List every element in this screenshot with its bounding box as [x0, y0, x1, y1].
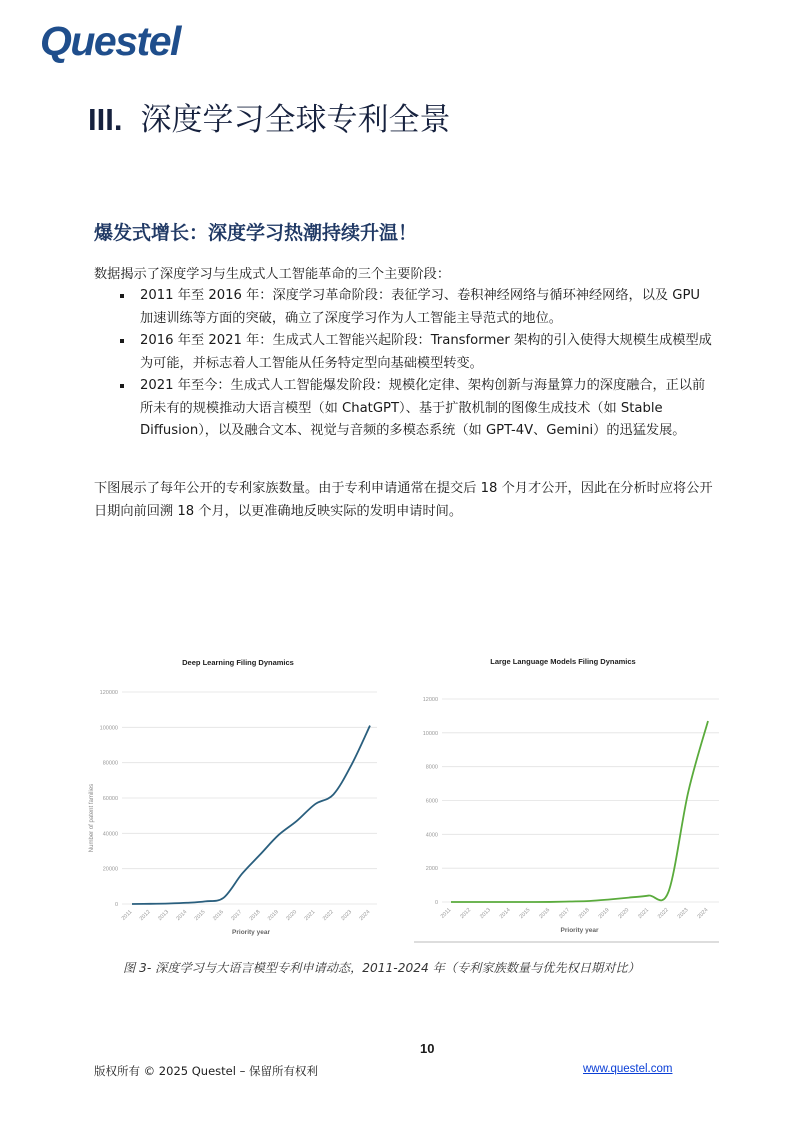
y-tick-label: 12000 [422, 697, 438, 703]
section-title-text: 深度学习全球专利全景 [140, 102, 451, 138]
subtitle: 爆发式增长：深度学习热潮持续升温！ [94, 222, 418, 244]
description-paragraph: 下图展示了每年公开的专利家族数量。由于专利申请通常在提交后 18 个月才公开，因此在分析时应将公开日期向前回溯 18 个月，以更准确地反映实际的发明申请时间。 [94, 481, 713, 519]
x-tick-label: 2018 [248, 909, 262, 923]
x-tick-label: 2016 [538, 907, 552, 921]
x-tick-label: 2013 [479, 907, 492, 921]
x-tick-label: 2012 [138, 909, 152, 923]
x-tick-label: 2019 [266, 909, 280, 923]
section-number: III. [88, 102, 123, 137]
y-tick-label: 40000 [102, 831, 118, 838]
x-tick-label: 2017 [230, 909, 244, 923]
figure-caption: 图 3- 深度学习与大语言模型专利申请动态，2011-2024 年（专利家族数量与优先权日期对比） [123, 961, 640, 975]
intro-text: 数据揭示了深度学习与生成式人工智能革命的三个主要阶段： [94, 267, 451, 282]
y-tick-label: 120000 [99, 690, 118, 696]
y-tick-label: 4000 [425, 832, 438, 839]
chart-title: Deep Learning Filing Dynamics [182, 658, 294, 667]
x-tick-label: 2011 [120, 909, 134, 922]
x-tick-label: 2021 [303, 909, 317, 923]
questel-logo: Questel [40, 18, 180, 64]
x-tick-label: 2020 [617, 907, 631, 921]
x-tick-label: 2015 [193, 909, 207, 923]
y-tick-label: 10000 [422, 730, 438, 737]
x-tick-label: 2011 [439, 907, 453, 920]
y-tick-label: 8000 [425, 764, 438, 771]
chart-title: Large Language Models Filing Dynamics [490, 657, 636, 666]
x-tick-label: 2022 [656, 907, 670, 921]
llm-chart [400, 645, 730, 945]
x-tick-label: 2021 [637, 907, 651, 921]
x-tick-label: 2013 [157, 909, 171, 923]
x-tick-label: 2024 [358, 909, 372, 923]
phase-item: 2011 年至 2016 年：深度学习革命阶段：表征学习、卷积神经网络与循环神经网络，以及 GPU 加速训练等方面的突破，确立了深度学习作为人工智能主导范式的地位。 [94, 285, 714, 330]
x-tick-label: 2020 [285, 909, 299, 923]
x-tick-label: 2012 [459, 907, 473, 921]
copyright-notice: 版权所有 © 2025 Questel – 保留所有权利 [94, 1064, 318, 1078]
series-line [132, 726, 370, 904]
x-tick-label: 2023 [340, 909, 354, 923]
y-axis-label: Number of patent families [89, 783, 95, 853]
y-tick-label: 100000 [99, 725, 118, 732]
x-tick-label: 2024 [696, 907, 710, 921]
deep-learning-chart [80, 645, 396, 945]
y-tick-label: 80000 [102, 760, 118, 767]
x-tick-label: 2018 [577, 907, 591, 921]
page-number: 10 [420, 1041, 435, 1056]
y-tick-label: 60000 [102, 796, 118, 802]
x-tick-label: 2015 [518, 907, 532, 921]
y-tick-label: 0 [114, 902, 118, 908]
phase-item: 2021 年至今：生成式人工智能爆发阶段：规模化定律、架构创新与海量算力的深度融合，正以前所未有的规模推动大语言模型（如 ChatGPT）、基于扩散机制的图像生成技术（如 Stable Diffusion），以及融合文本、视觉与音频的多模态系统（如 GPT-4V、Gemini）的迅猛发展。 [94, 375, 714, 443]
website-link[interactable]: www.questel.com [583, 1063, 673, 1075]
y-tick-label: 0 [434, 900, 438, 906]
x-tick-label: 2022 [321, 909, 335, 923]
x-tick-label: 2016 [212, 909, 225, 923]
phase-list [94, 285, 714, 443]
x-tick-label: 2014 [175, 909, 189, 923]
x-tick-label: 2017 [558, 907, 572, 921]
x-tick-label: 2014 [498, 907, 512, 921]
x-tick-label: 2019 [597, 907, 611, 921]
series-line [451, 721, 708, 902]
x-tick-label: 2023 [676, 907, 690, 921]
y-tick-label: 6000 [425, 798, 438, 805]
section-title [88, 94, 450, 139]
y-tick-label: 20000 [102, 866, 118, 873]
x-axis-label: Priority year [560, 927, 599, 934]
phase-item: 2016 年至 2021 年：生成式人工智能兴起阶段：Transformer 架构的引入使得大规模生成模型成为可能，并标志着人工智能从任务特定型向基础模型转变。 [94, 330, 714, 375]
x-axis-label: Priority year [232, 929, 270, 936]
y-tick-label: 2000 [425, 866, 438, 873]
